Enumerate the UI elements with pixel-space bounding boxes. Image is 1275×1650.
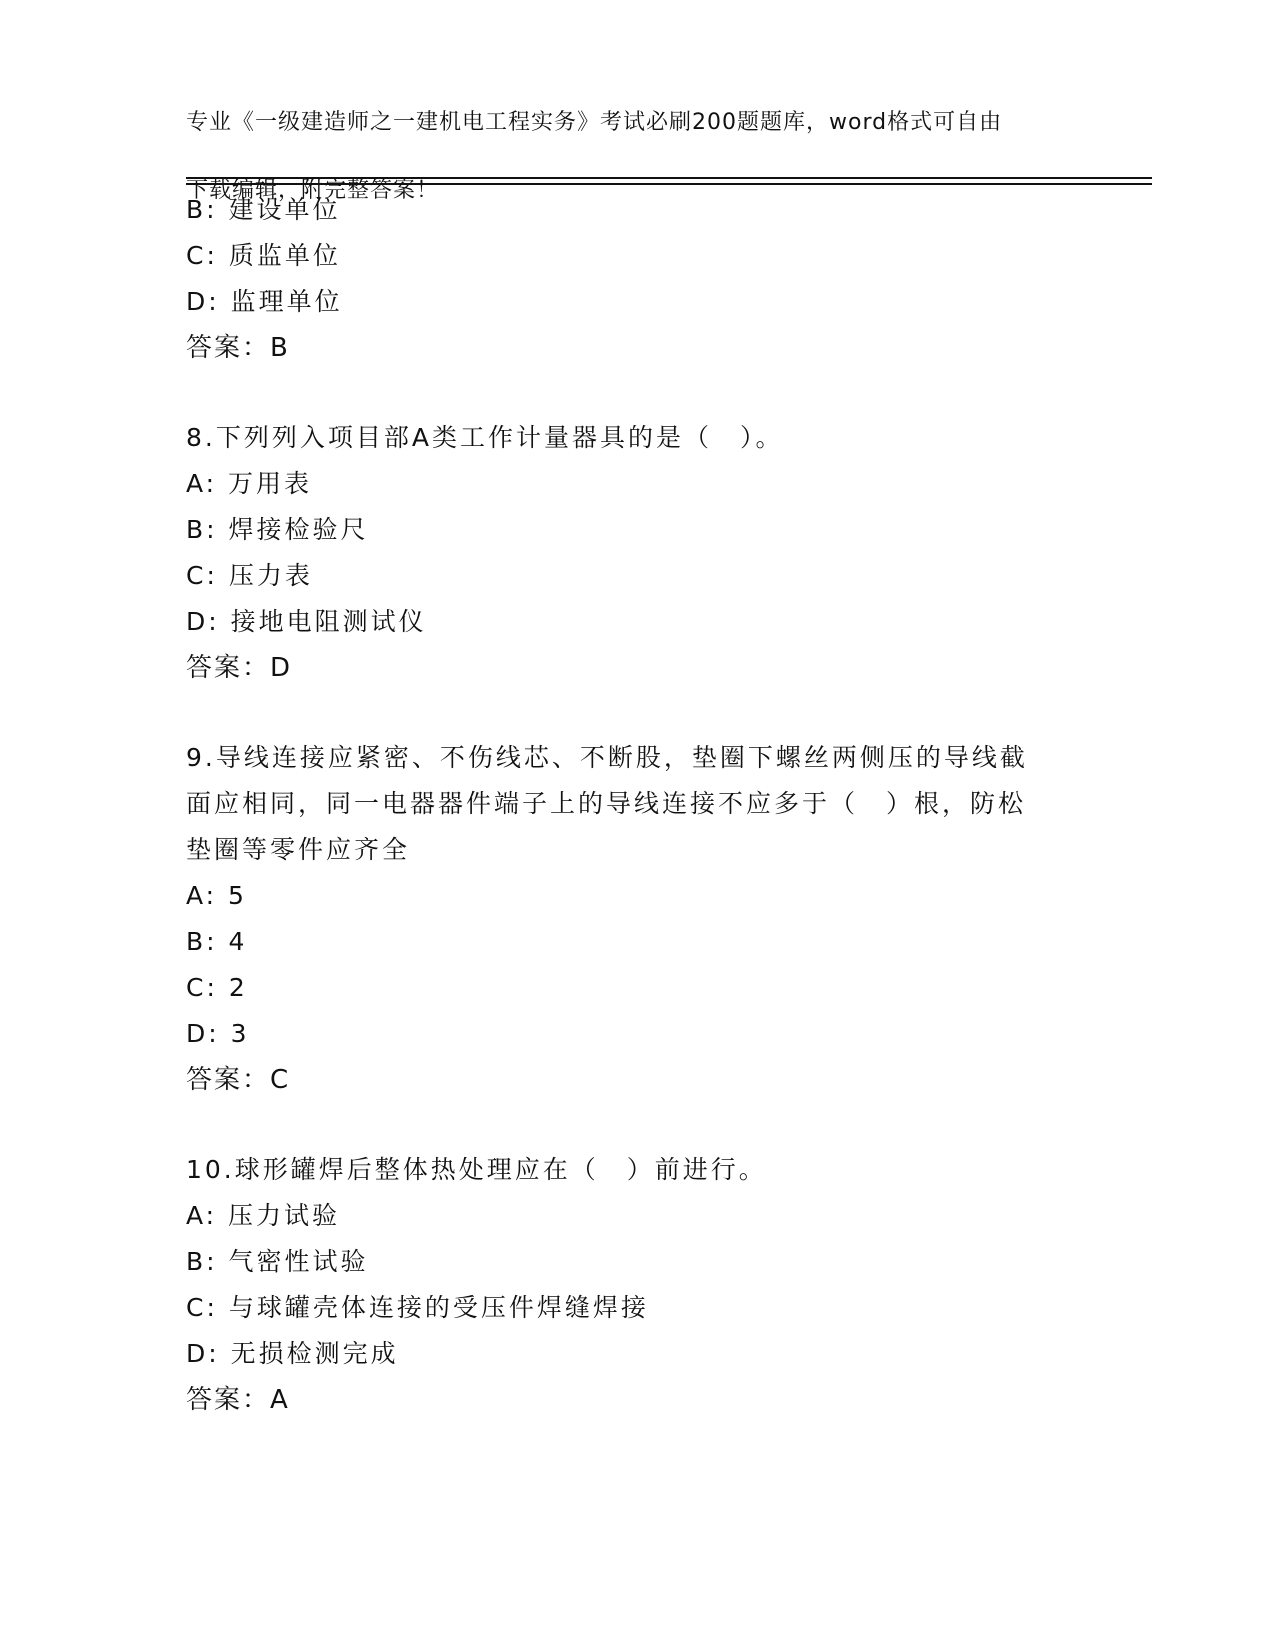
option-c: C: 压力表 xyxy=(186,561,313,590)
question-9 xyxy=(186,735,1086,1103)
spacer xyxy=(186,1103,1086,1147)
option-c: C: 与球罐壳体连接的受压件焊缝焊接 xyxy=(186,1293,649,1322)
option-d: D: 监理单位 xyxy=(186,287,343,316)
question-text: 10.球形罐焊后整体热处理应在（ ）前进行。 xyxy=(186,1155,767,1184)
answer-text: 答案：D xyxy=(186,653,293,683)
option-b: B: 气密性试验 xyxy=(186,1247,369,1276)
option-d: D: 接地电阻测试仪 xyxy=(186,607,427,636)
header-divider-bottom xyxy=(186,183,1152,185)
question-8 xyxy=(186,415,1086,691)
option-a: A: 万用表 xyxy=(186,469,313,498)
answer-text: 答案：C xyxy=(186,1065,291,1095)
option-d: D: 3 xyxy=(186,1019,250,1048)
option-b: B: 4 xyxy=(186,927,248,956)
option-d: D: 无损检测完成 xyxy=(186,1339,399,1368)
question-text-line-2: 面应相同，同一电器器件端子上的导线连接不应多于（ ）根，防松 xyxy=(186,789,1027,818)
answer-text: 答案：B xyxy=(186,333,290,363)
option-c: C: 2 xyxy=(186,973,248,1002)
option-c: C: 质监单位 xyxy=(186,241,341,270)
spacer xyxy=(186,371,1086,415)
header-divider-top xyxy=(186,177,1152,179)
question-10 xyxy=(186,1147,1086,1423)
option-b: B: 建设单位 xyxy=(186,195,341,224)
question-list xyxy=(186,187,1086,1423)
option-a: A: 压力试验 xyxy=(186,1201,341,1230)
question-7-tail xyxy=(186,187,1086,371)
question-text: 8.下列列入项目部A类工作计量器具的是（ ）。 xyxy=(186,423,784,452)
question-text-line-3: 垫圈等零件应齐全 xyxy=(186,835,411,864)
option-b: B: 焊接检验尺 xyxy=(186,515,369,544)
option-a: A: 5 xyxy=(186,881,247,910)
header-line-1: 专业《一级建造师之一建机电工程实务》考试必刷200题题库，word格式可自由 xyxy=(186,110,1003,135)
answer-text: 答案：A xyxy=(186,1385,290,1415)
question-text-line-1: 9.导线连接应紧密、不伤线芯、不断股，垫圈下螺丝两侧压的导线截 xyxy=(186,743,1028,772)
spacer xyxy=(186,691,1086,735)
header-line-2: 下载编辑，附完整答案！ xyxy=(186,178,440,203)
